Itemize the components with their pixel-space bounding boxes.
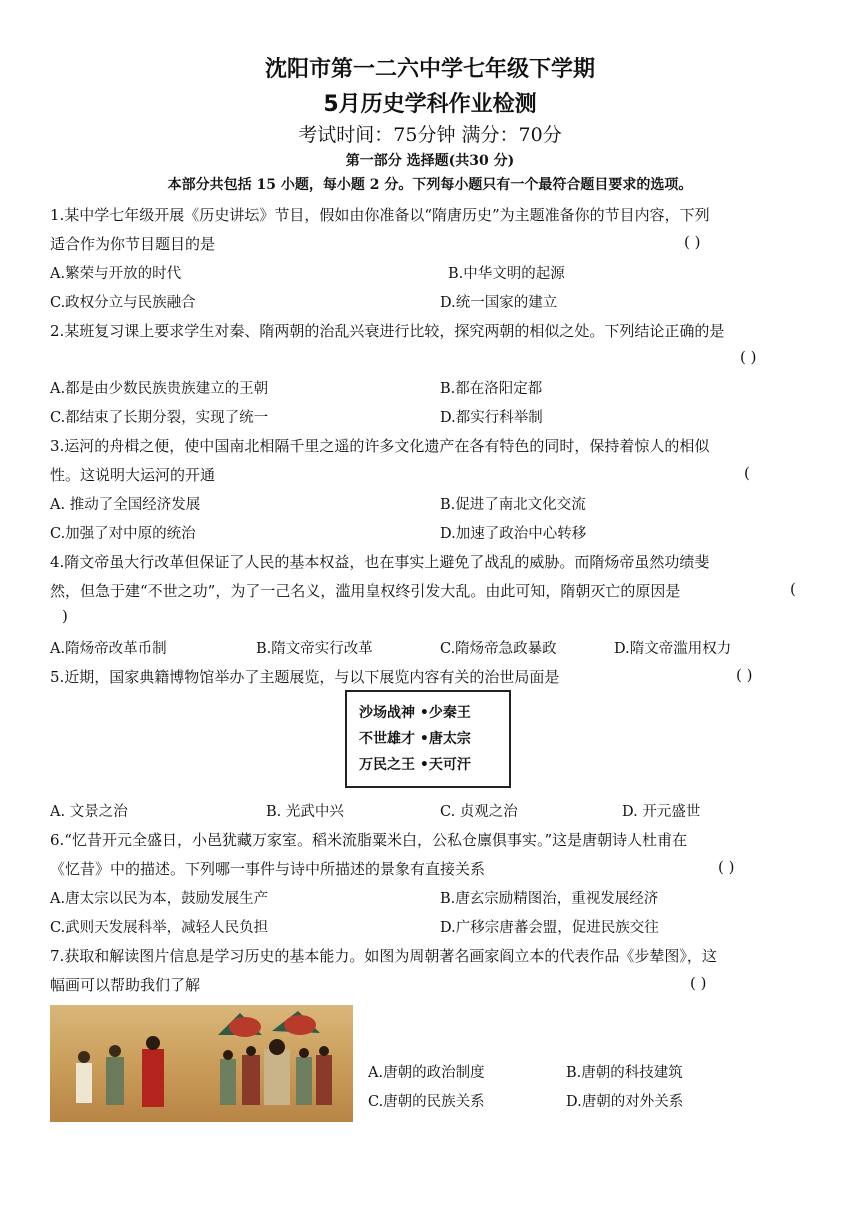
question-stem: 《忆昔》中的描述。下列哪一事件与诗中所描述的景象有直接关系 (50, 860, 486, 878)
option-c: C.唐朝的民族关系 (368, 1094, 485, 1110)
option-a: A.唐太宗以民为本，鼓励发展生产 (50, 891, 269, 907)
question-stem: 2.某班复习课上要求学生对秦、隋两朝的治乱兴衰进行比较，探究两朝的相似之处。下列结论正确的是 (50, 322, 725, 340)
option-b: B.唐朝的科技建筑 (566, 1065, 683, 1081)
answer-paren: ( ) (684, 233, 701, 251)
question-stem: 适合作为你节目题目的是 (50, 235, 216, 253)
question-stem: 3.运河的舟楫之便，使中国南北相隔千里之遥的许多文化遗产在各有特色的同时，保持着惊人的相似 (50, 437, 710, 455)
option-c: C.都结束了长期分裂，实现了统一 (50, 410, 269, 426)
exam-info: 考试时间：75分钟 满分：70分 (298, 124, 562, 146)
option-d: D.统一国家的建立 (440, 295, 558, 311)
painting-illustration (50, 1005, 353, 1122)
question-stem: 1.某中学七年级开展《历史讲坛》节目，假如由你准备以“隋唐历史”为主题准备你的节目内容，下列 (50, 206, 710, 224)
exhibit-line: 不世雄才 •唐太宗 (359, 731, 471, 747)
option-c: C.武则天发展科举，减轻人民负担 (50, 920, 269, 936)
option-c: C.加强了对中原的统治 (50, 526, 196, 542)
exam-title-line1: 沈阳市第一二六中学七年级下学期 (264, 57, 595, 82)
option-a: A. 文景之治 (50, 804, 128, 820)
option-d: D.隋文帝滥用权力 (614, 641, 732, 657)
question-stem: 5.近期，国家典籍博物馆举办了主题展览，与以下展览内容有关的治世局面是 (50, 668, 560, 686)
answer-paren: ( ) (736, 666, 753, 684)
question-stem: 7.获取和解读图片信息是学习历史的基本能力。如图为周朝著名画家阎立本的代表作品《步辇图》，这 (50, 947, 717, 965)
option-b: B.中华文明的起源 (448, 266, 565, 282)
section-title: 第一部分 选择题(共30 分) (345, 153, 515, 169)
answer-paren: ( ) (690, 974, 707, 992)
question-stem: 6.“忆昔开元全盛日，小邑犹藏万家室。稻米流脂粟米白，公私仓廪俱事实。”这是唐朝诗人杜甫在 (50, 831, 688, 849)
exhibit-box (345, 690, 511, 788)
option-d: D.广移宗唐蕃会盟，促进民族交往 (440, 920, 659, 936)
option-c: C.隋炀帝急政暴政 (440, 641, 557, 657)
answer-paren: ( (744, 464, 750, 482)
option-a: A.隋炀帝改革币制 (50, 641, 167, 657)
option-b: B.都在洛阳定都 (440, 381, 543, 397)
option-a: A.都是由少数民族贵族建立的王朝 (50, 381, 269, 397)
option-b: B.隋文帝实行改革 (256, 641, 373, 657)
option-a: A. 推动了全国经济发展 (50, 497, 201, 513)
question-stem: 4.隋文帝虽大行改革但保证了人民的基本权益，也在事实上避免了战乱的威胁。而隋炀帝虽然功绩斐 (50, 553, 710, 571)
section-instructions: 本部分共包括 15 小题，每小题 2 分。下列每小题只有一个最符合题目要求的选项。 (167, 177, 693, 193)
option-c: C.政权分立与民族融合 (50, 295, 196, 311)
exam-title-line2: 5月历史学科作业检测 (323, 92, 537, 117)
answer-paren: ( ) (740, 348, 757, 366)
option-a: A.唐朝的政治制度 (368, 1065, 485, 1081)
answer-paren-close: ) (62, 607, 68, 625)
question-stem: 然，但急于建“不世之功”，为了一己名义，滥用皇权终引发大乱。由此可知，隋朝灭亡的原因是 (50, 582, 681, 600)
option-d: D. 开元盛世 (622, 804, 701, 820)
exhibit-line: 沙场战神 •少秦王 (359, 705, 471, 721)
question-stem: 性。这说明大运河的开通 (50, 466, 216, 484)
exhibit-line: 万民之王 •天可汗 (359, 757, 471, 773)
answer-paren: ( ) (718, 858, 735, 876)
question-stem: 幅画可以帮助我们了解 (50, 976, 201, 994)
option-d: D.唐朝的对外关系 (566, 1094, 684, 1110)
option-a: A.繁荣与开放的时代 (50, 266, 182, 282)
option-d: D.都实行科举制 (440, 410, 543, 426)
answer-paren: ( (790, 580, 796, 598)
option-b: B.促进了南北文化交流 (440, 497, 586, 513)
option-c: C. 贞观之治 (440, 804, 518, 820)
option-d: D.加速了政治中心转移 (440, 526, 587, 542)
option-b: B. 光武中兴 (266, 804, 344, 820)
painting-image (50, 1005, 353, 1122)
option-b: B.唐玄宗励精图治，重视发展经济 (440, 891, 659, 907)
